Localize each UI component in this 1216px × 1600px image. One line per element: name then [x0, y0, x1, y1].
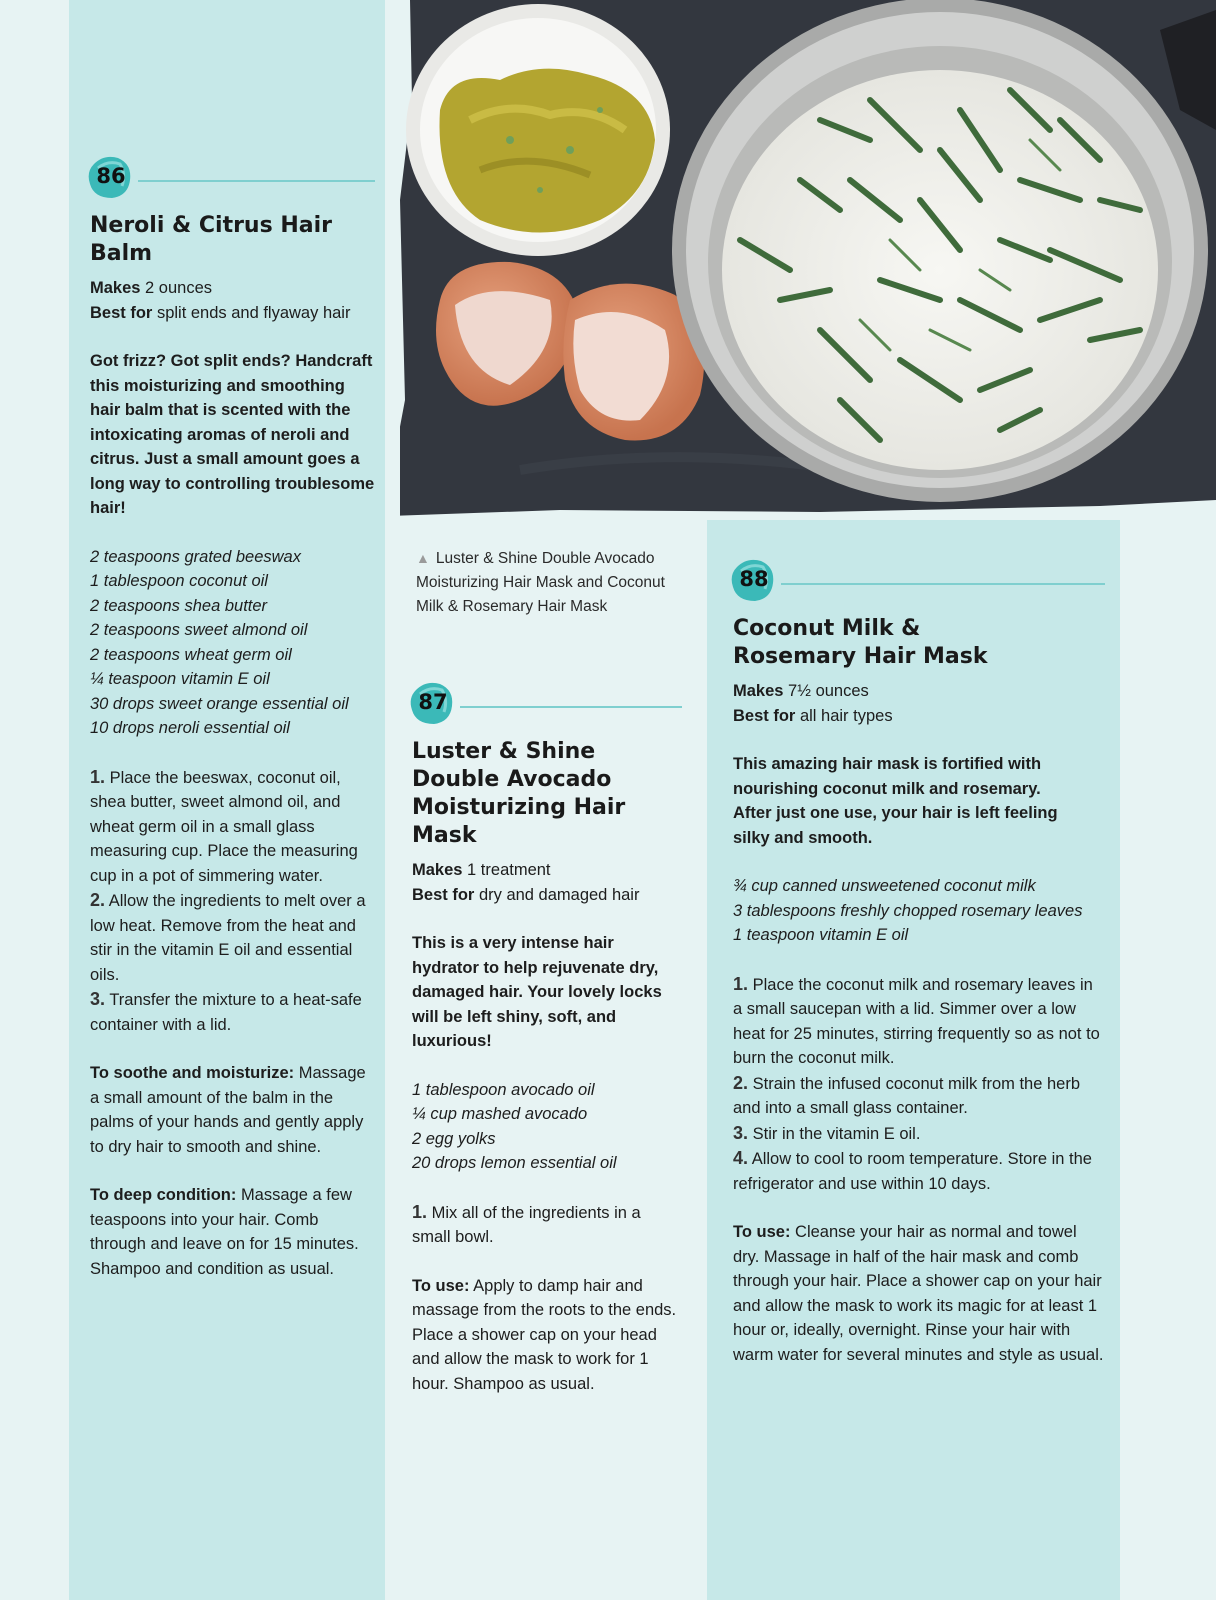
step-number: 3. — [733, 1122, 749, 1143]
step-number: 1. — [90, 766, 106, 787]
step-item — [733, 1146, 1105, 1196]
step-text: Mix all of the ingredients in a small bowl. — [412, 1203, 641, 1246]
best-for-label: Best for — [412, 885, 475, 904]
recipe-photo — [400, 0, 1216, 516]
recipe-number: 87 — [418, 690, 448, 714]
step-item — [90, 888, 375, 987]
step-item — [733, 1121, 1105, 1147]
step-number: 2. — [733, 1072, 749, 1093]
note-label: To use: — [733, 1223, 791, 1241]
step-number: 3. — [90, 989, 106, 1009]
step-item — [90, 765, 375, 889]
step-item — [733, 1071, 1105, 1121]
ingredient-item: 20 drops lemon essential oil — [412, 1154, 617, 1172]
usage-note — [90, 1183, 375, 1281]
note-text: Cleanse your hair as normal and towel dry. Massage in half of the hair mask and comb through your hair. Place a shower cap on your hair and allow the mask to work its magic for at least 1 hour or, ideally, overnight. Rinse your hair with warm water for several minutes and style as usual. — [733, 1223, 1104, 1364]
caption-text: Luster & Shine Double Avocado Moisturizing Hair Mask and Coconut Milk & Rosemary Hair Mask — [416, 550, 665, 615]
makes-label: Makes — [90, 279, 141, 297]
step-text: Strain the infused coconut milk from the herb and into a small glass container. — [733, 1074, 1081, 1117]
ingredient-item: 2 teaspoons grated beeswax — [90, 547, 301, 566]
recipe-title: Coconut Milk & Rosemary Hair Mask — [733, 616, 988, 669]
makes-label: Makes — [412, 861, 463, 879]
ingredient-item: 2 teaspoons shea butter — [90, 596, 268, 615]
ingredient-item: 3 tablespoons freshly chopped rosemary leaves — [733, 901, 1083, 920]
recipe-title: Neroli & Citrus Hair Balm — [90, 213, 332, 266]
note-label: To deep condition: — [90, 1186, 237, 1204]
step-text: Allow to cool to room temperature. Store in the refrigerator and use within 10 days. — [733, 1150, 1092, 1193]
ingredient-item: ¾ cup canned unsweetened coconut milk — [733, 877, 1036, 895]
step-number: 2. — [90, 890, 106, 910]
ingredient-list — [733, 874, 1105, 948]
step-number: 4. — [733, 1148, 749, 1168]
ingredient-item: 1 tablespoon coconut oil — [90, 572, 268, 590]
recipe-meta — [733, 679, 1105, 728]
photo-caption — [416, 546, 686, 619]
usage-note — [733, 1220, 1105, 1367]
usage-note — [412, 1274, 682, 1397]
ingredient-item: ¼ cup mashed avocado — [412, 1105, 588, 1123]
recipe-title: Luster & Shine Double Avocado Moisturizing Hair Mask — [412, 739, 626, 848]
recipe-number: 86 — [96, 164, 126, 188]
recipe-meta — [412, 858, 682, 907]
step-item — [412, 1200, 682, 1250]
ingredient-item: 2 egg yolks — [412, 1129, 496, 1148]
step-text: Place the coconut milk and rosemary leaves in a small saucepan with a lid. Simmer over a low heat for 25 minutes, stirring frequently so as not to burn the coconut milk. — [733, 975, 1100, 1067]
ingredient-item: ¼ teaspoon vitamin E oil — [90, 670, 270, 688]
note-label: To use: — [412, 1276, 470, 1295]
step-text: Allow the ingredients to melt over a low heat. Remove from the heat and stir in the vitamin E oil and essential oils. — [90, 892, 366, 984]
ingredient-item: 30 drops sweet orange essential oil — [90, 694, 349, 713]
ingredient-item: 1 teaspoon vitamin E oil — [733, 926, 909, 944]
divider-line — [781, 583, 1105, 585]
best-for-value: all hair types — [799, 706, 893, 725]
step-list — [90, 765, 375, 1038]
makes-value: 1 treatment — [467, 861, 551, 879]
recipe-88 — [733, 557, 1105, 1367]
ingredient-list — [90, 545, 375, 741]
recipe-number-row — [412, 680, 682, 734]
makes-label: Makes — [733, 682, 784, 700]
step-text: Stir in the vitamin E oil. — [752, 1124, 921, 1143]
step-item — [90, 987, 375, 1037]
recipe-meta — [90, 276, 375, 325]
makes-value: 2 ounces — [145, 279, 213, 297]
step-list — [733, 972, 1105, 1197]
recipe-87 — [412, 680, 682, 1396]
best-for-value: dry and damaged hair — [478, 885, 640, 904]
divider-line — [460, 706, 682, 708]
best-for-label: Best for — [90, 303, 153, 322]
avocado-bowl-icon — [406, 4, 670, 256]
recipe-intro: This is a very intense hair hydrator to help rejuvenate dry, damaged hair. Your lovely locks will be left shiny, soft, and luxurious! — [412, 934, 662, 1050]
recipe-intro: Got frizz? Got split ends? Handcraft this moisturizing and smoothing hair balm that is scented with the intoxicating aromas of neroli and citrus. Just a small amount goes a long way to controlling troublesome hair! — [90, 352, 375, 517]
ingredient-item: 2 teaspoons sweet almond oil — [90, 621, 308, 639]
step-item — [733, 972, 1105, 1071]
note-label: To soothe and moisturize: — [90, 1064, 295, 1082]
divider-line — [138, 180, 375, 182]
note-text: Massage a few teaspoons into your hair. Comb through and leave on for 15 minutes. Shampoo and condition as usual. — [90, 1186, 359, 1278]
step-number: 1. — [733, 973, 749, 994]
step-text: Place the beeswax, coconut oil, shea butter, sweet almond oil, and wheat germ oil in a small glass measuring cup. Place the measuring cup in a pot of simmering water. — [90, 768, 358, 885]
makes-value: 7½ ounces — [788, 682, 869, 700]
ingredient-item: 2 teaspoons wheat germ oil — [90, 645, 292, 664]
best-for-value: split ends and flyaway hair — [156, 303, 351, 322]
recipe-intro: This amazing hair mask is fortified with nourishing coconut milk and rosemary. After just one use, your hair is left feeling silky and smooth. — [733, 755, 1058, 847]
usage-note — [90, 1061, 375, 1159]
step-number: 1. — [412, 1201, 428, 1222]
recipe-number-row — [733, 557, 1105, 611]
note-text: Massage a small amount of the balm in the palms of your hands and gently apply to dry hair to smooth and shine. — [90, 1064, 366, 1156]
ingredient-list — [412, 1078, 682, 1176]
note-text: Apply to damp hair and massage from the roots to the ends. Place a shower cap on your head and allow the mask to work for 1 hour. Shampoo as usual. — [412, 1276, 677, 1393]
step-list — [412, 1200, 682, 1250]
step-text: Transfer the mixture to a heat-safe container with a lid. — [90, 991, 362, 1034]
best-for-label: Best for — [733, 706, 796, 725]
ingredient-item: 1 tablespoon avocado oil — [412, 1080, 595, 1099]
ingredient-item: 10 drops neroli essential oil — [90, 719, 290, 737]
recipe-number-row — [90, 154, 375, 208]
recipe-86 — [90, 154, 375, 1281]
caption-triangle-icon: ▲ — [416, 550, 430, 566]
recipe-number: 88 — [739, 567, 769, 591]
